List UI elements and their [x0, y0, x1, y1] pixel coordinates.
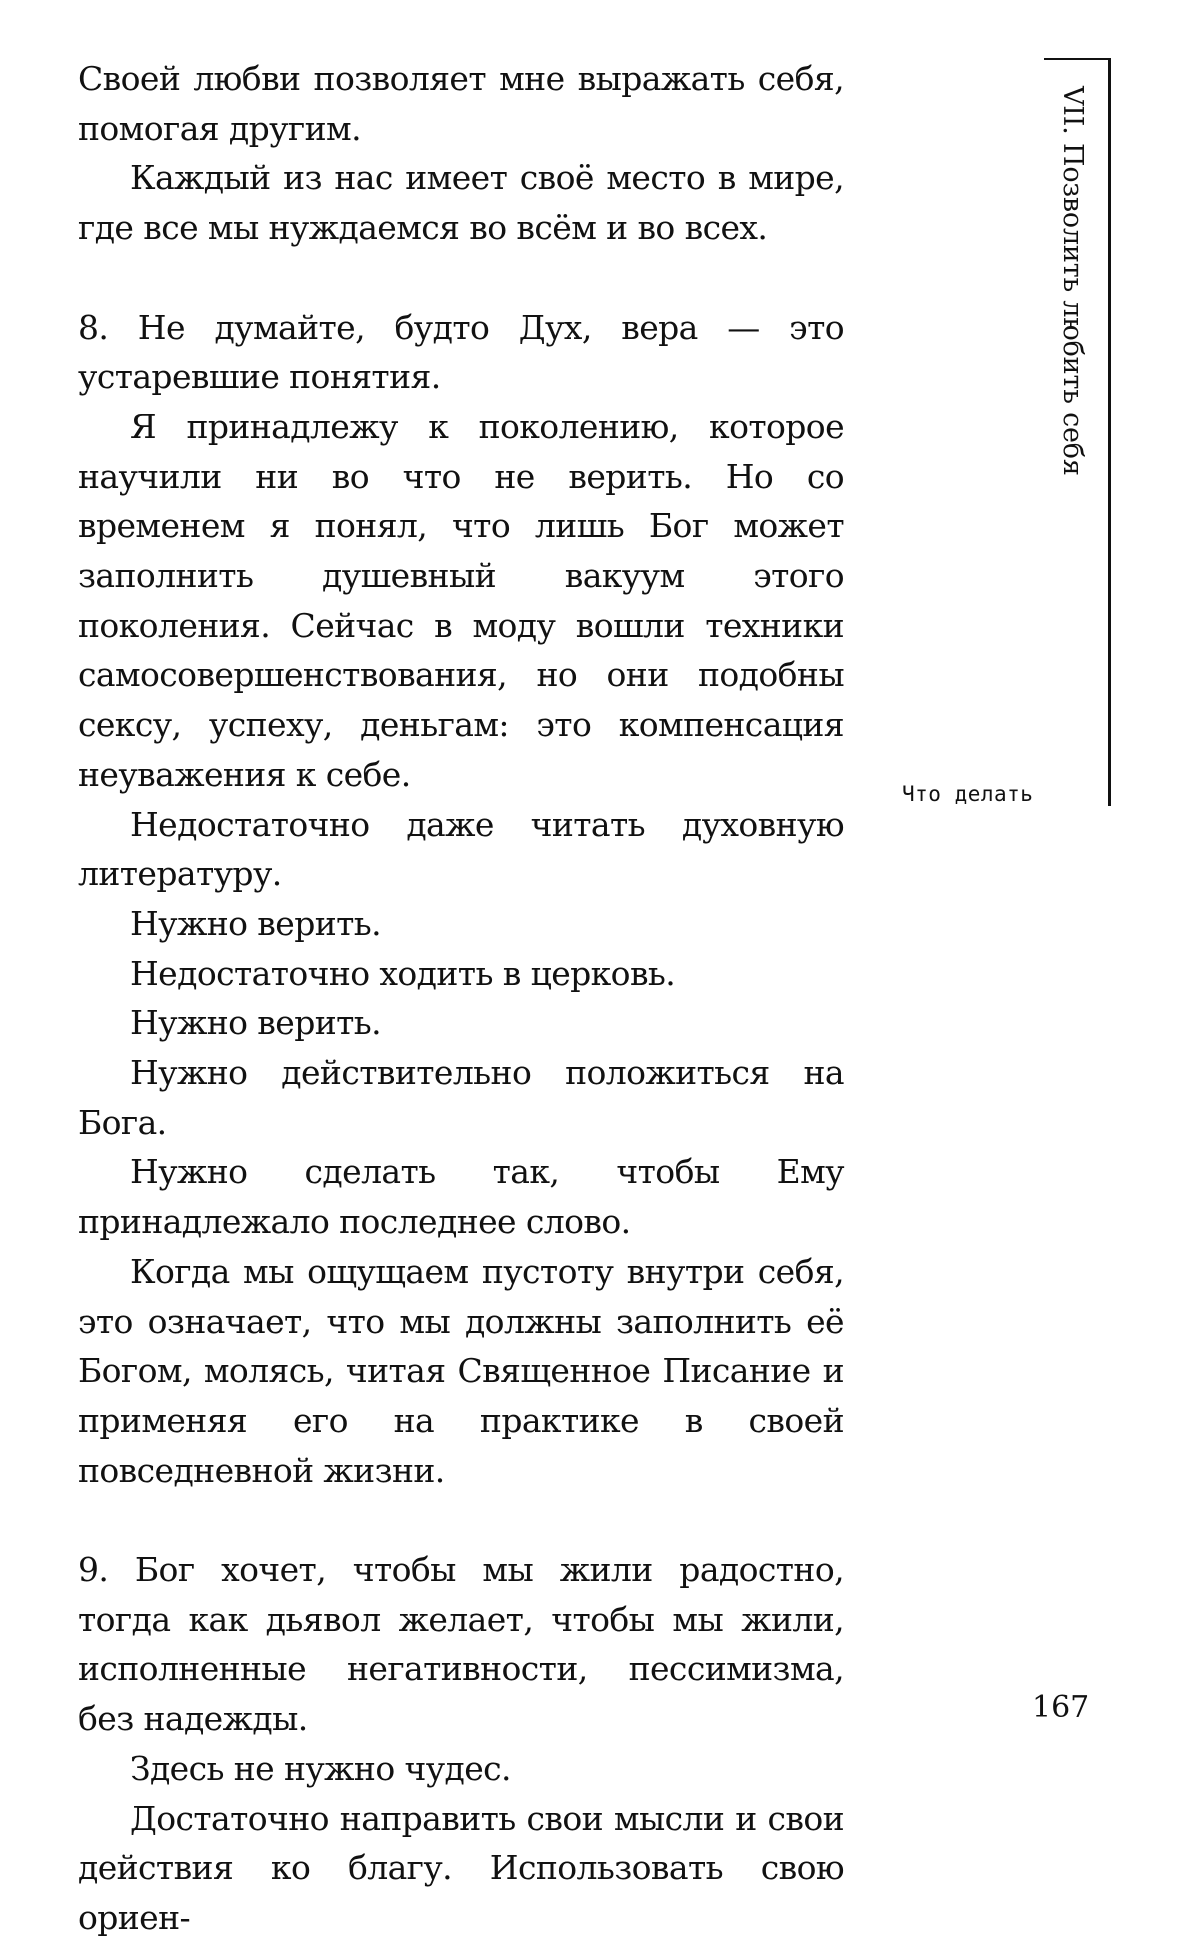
body-text — [78, 54, 844, 1943]
paragraph: Нужно действительно положиться на Бога. — [78, 1053, 844, 1142]
running-chapter-title: VII. Позволить любить себя — [1057, 86, 1088, 476]
paragraph: Нужно верить. — [130, 1003, 382, 1043]
paragraph: Каждый из нас имеет своё место в мире, где все мы нуждаемся во всём и во всех. — [78, 158, 844, 248]
paragraph: Недостаточно ходить в церковь. — [130, 953, 676, 993]
numbered-paragraph: 9. Бог хочет, чтобы мы жили радостно, тогда как дьявол желает, чтобы мы жили, исполненные негативности, пессимизма, без надежды. — [78, 1550, 844, 1739]
numbered-paragraph: 8. Не думайте, будто Дух, вера — это устаревшие понятия. — [78, 307, 844, 397]
paragraph: Своей любви позволяет мне выражать себя, помогая другим. — [78, 59, 844, 148]
paragraph: Нужно верить. — [130, 903, 382, 943]
page-number: 167 — [1032, 1690, 1090, 1725]
paragraph: Нужно сделать так, чтобы Ему принадлежало последнее слово. — [78, 1152, 844, 1242]
paragraph: Здесь не нужно чудес. — [130, 1748, 511, 1788]
paragraph: Недостаточно даже читать духовную литературу. — [78, 804, 844, 894]
paragraph: Когда мы ощущаем пустоту внутри себя, это означает, что мы должны заполнить её Богом, молясь, читая Священное Писание и применяя его на практике в своей повседневной жизни. — [78, 1251, 844, 1490]
margin-rule — [1108, 58, 1111, 806]
paragraph: Я принадлежу к поколению, которое научили ни во что не верить. Но со временем я понял, что лишь Бог может заполнить душевный вакуум этого поколения. Сейчас в моду вошли техники самосовершенствования, но они подобны сексу, успеху, деньгам: это компенсация неуважения к себе. — [78, 406, 844, 794]
paragraph: Достаточно направить свои мысли и свои действия ко благу. Использовать свою ориен- — [78, 1798, 844, 1937]
margin-rule-top — [1044, 58, 1110, 60]
running-section-label: Что делать — [902, 782, 1034, 806]
